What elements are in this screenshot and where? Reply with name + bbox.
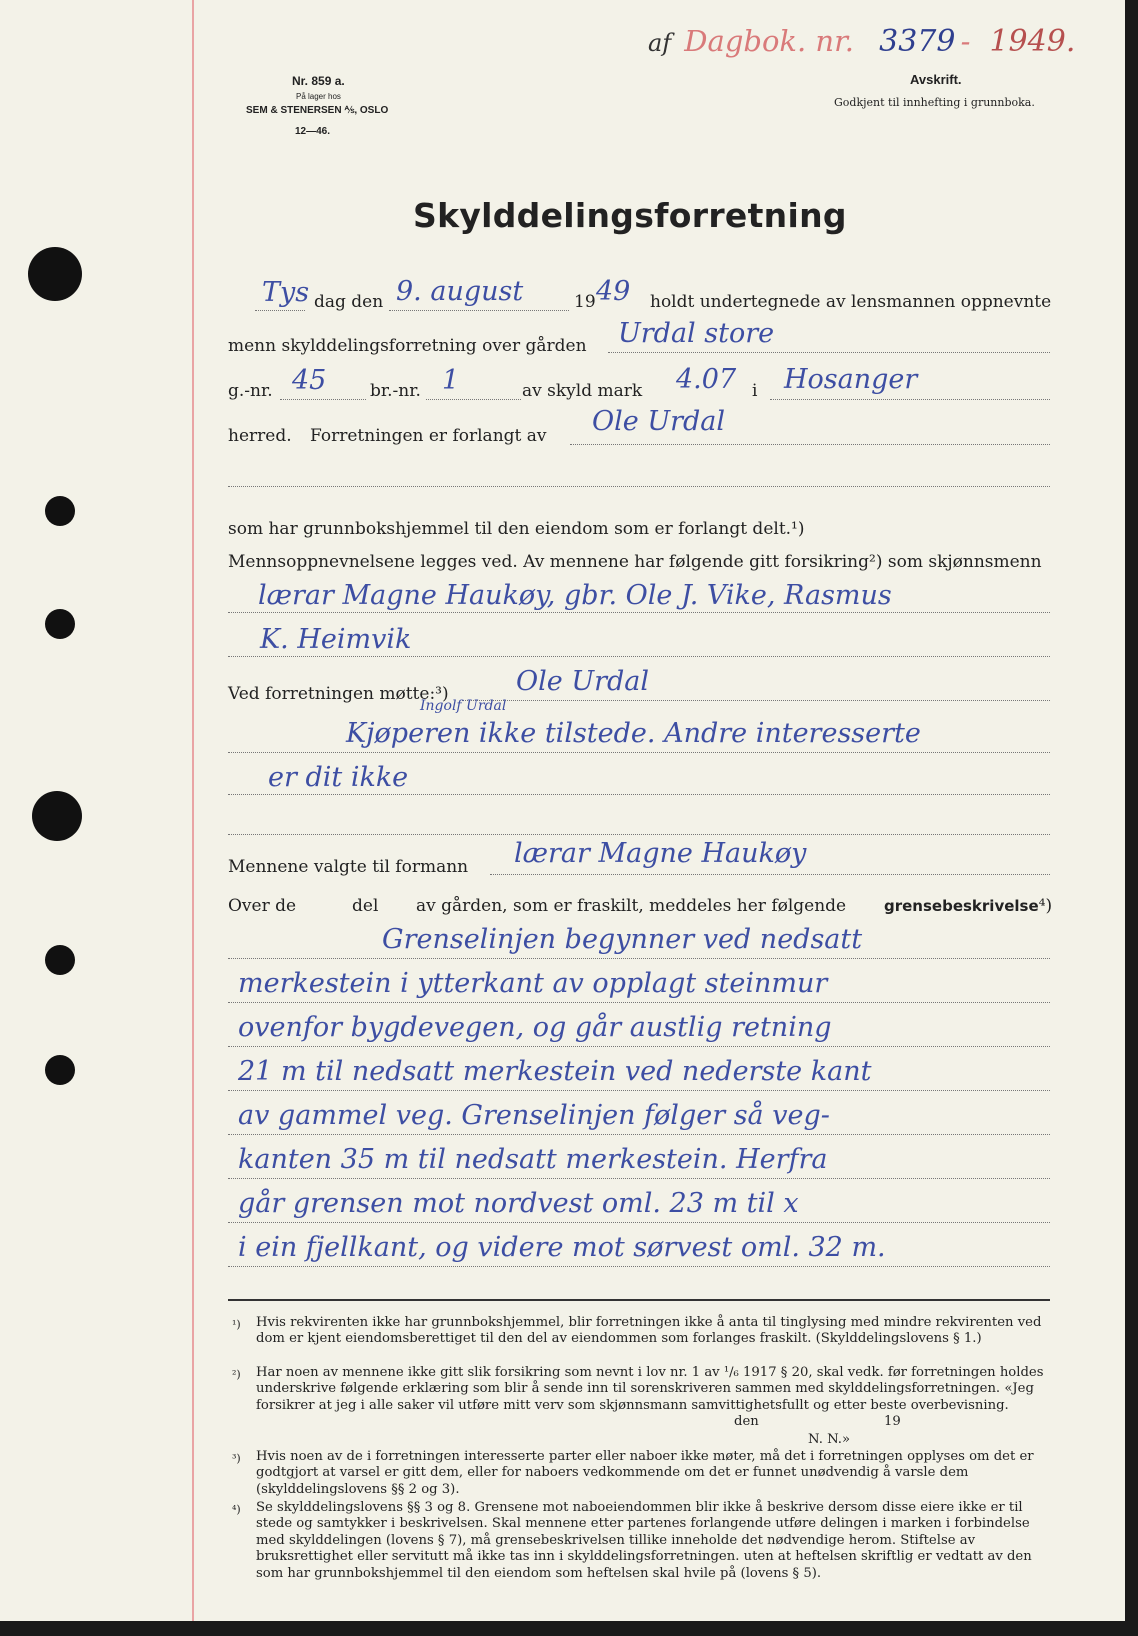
mark-handwritten: 4.07 (676, 364, 737, 395)
fill-line (228, 794, 1050, 795)
label-gnr: g.-nr. (228, 381, 273, 401)
fill-line (570, 444, 1050, 445)
fill-line (228, 1134, 1050, 1135)
brnr-handwritten: 1 (442, 365, 460, 396)
stamp-label: Dagbok. nr. (684, 24, 855, 58)
form-number: Nr. 859 a. (292, 74, 345, 88)
fill-line (280, 399, 366, 400)
label-av-skyld: av skyld mark (522, 381, 643, 401)
present-handwritten-3: er dit ikke (268, 762, 409, 793)
fill-line (228, 1222, 1050, 1223)
label-herred: herred. (228, 426, 292, 446)
men-handwritten-1: lærar Magne Haukøy, gbr. Ole J. Vike, Rasmus (258, 580, 892, 611)
fill-line (228, 834, 1050, 835)
footnote-number: ³) (232, 1452, 241, 1465)
footnote-number: ⁴) (232, 1503, 241, 1516)
stamp-dash: - (960, 24, 971, 58)
farm-handwritten: Urdal store (618, 318, 775, 349)
binder-hole (45, 496, 75, 526)
boundary-line: Grenselinjen begynner ved nedsatt (382, 924, 863, 955)
fill-line (490, 874, 1050, 875)
boundary-line: ovenfor bygdevegen, og går austlig retning (238, 1012, 832, 1043)
present-handwritten-2: Kjøperen ikke tilstede. Andre interesserte (346, 718, 921, 749)
municipality-handwritten: Hosanger (784, 364, 918, 395)
fill-line (228, 1090, 1050, 1091)
binder-hole (45, 609, 75, 639)
footnote-2: Har noen av mennene ikke gitt slik forsikring som nevnt i lov nr. 1 av ¹/₆ 1917 § 20, skal vedk. før forretningen holdes underskrive følgende erklæring som blir å sende inn til sorenskriveren sammen med skylddelingsforretningen. «Jeg forsikrer at jeg i alle saker vil utføre mitt verv som skjønnsmann samvittighetsfullt og etter beste overbevisning. (256, 1365, 1044, 1413)
fill-line (228, 656, 1050, 657)
footnote-2-nn: N. N.» (808, 1432, 851, 1447)
label-del: del (352, 896, 379, 916)
label-som-har: som har grunnbokshjemmel til den eiendom som er forlangt delt.¹) (228, 519, 805, 539)
boundary-line: 21 m til nedsatt merkestein ved nederste kant (238, 1056, 872, 1087)
footnote-2-19: 19 (884, 1414, 901, 1429)
date-handwritten: 9. august (396, 276, 524, 307)
label-mennene: Mennene valgte til formann (228, 857, 469, 877)
footnote-4: Se skylddelingslovens §§ 3 og 8. Grensene mot naboeiendommen blir ikke å beskrive dersom disse eiere ikke er til stede og samtykker i beskrivelsen. Skal mennene etter partenes forlangende utføre delingen i marken i forbindelse med skylddelingen (lovens § 7), må grensebeskrivelsen tillike inneholde det nødvendige herom. Stiftelse av bruksrettighet eller servitutt må ikke tas inn i skylddelingsforretningen. uten at heftelsen skriftlig er vedtatt av den som har grunnbokshjemmel til den eiendom som heftelsen skal hvile på (lovens § 5). (256, 1500, 1032, 1581)
fill-line (228, 1002, 1050, 1003)
present-handwritten: Ole Urdal (516, 666, 650, 697)
publisher-line-3: 12—46. (295, 126, 331, 137)
men-handwritten-2: K. Heimvik (260, 624, 412, 655)
label-i: i (752, 381, 758, 401)
boundary-line: i ein fjellkant, og videre mot sørvest oml. 32 m. (238, 1232, 886, 1263)
boundary-line: går grensen mot nordvest oml. 23 m til x (238, 1188, 799, 1219)
stamp-initials: af (648, 29, 672, 57)
label-over-de: Over de (228, 896, 297, 916)
publisher-line-1: På lager hos (296, 92, 341, 101)
binder-hole (45, 945, 75, 975)
requester-handwritten: Ole Urdal (592, 406, 726, 437)
fill-line (770, 399, 1050, 400)
fill-line (228, 958, 1050, 959)
fill-line (228, 1046, 1050, 1047)
fill-line (462, 700, 1050, 701)
fill-line (426, 399, 521, 400)
fill-line (255, 310, 305, 311)
label-grense-sup: ⁴) (1038, 896, 1053, 916)
year-handwritten: 49 (596, 276, 631, 307)
label-menn: menn skylddelingsforretning over gården (228, 336, 587, 356)
boundary-line: av gammel veg. Grenselinjen følger så veg- (238, 1100, 830, 1131)
fill-line (228, 1266, 1050, 1267)
stamp-number: 3379 (879, 24, 956, 59)
footnote-2-den: den (734, 1414, 759, 1429)
boundary-line: merkestein i ytterkant av opplagt steinmur (238, 968, 828, 999)
label-av-garden: av gården, som er fraskilt, meddeles her følgende (416, 896, 847, 916)
label-ved: Ved forretningen møtte:³) (228, 684, 449, 704)
footnote-number: ¹) (232, 1318, 241, 1331)
copy-note: Godkjent til innhefting i grunnboka. (834, 96, 1035, 109)
label-holdt: holdt undertegnede av lensmannen oppnevnte (650, 292, 1052, 312)
fill-line (228, 752, 1050, 753)
boundary-line: kanten 35 m til nedsatt merkestein. Herfra (238, 1144, 828, 1175)
chair-handwritten: lærar Magne Haukøy (514, 838, 807, 869)
present-insert: Ingolf Urdal (420, 698, 507, 714)
label-grense: grensebeskrivelse (884, 897, 1039, 915)
fill-line (228, 612, 1050, 613)
diary-stamp (648, 24, 1075, 59)
place-handwritten: Tys (262, 277, 310, 308)
footnote-3: Hvis noen av de i forretningen interesserte parter eller naboer ikke møter, må det i forretningen opplyses om det er godtgjort at varsel er gitt dem, eller for naboers vedkommende om det er funnet unødvendig å varsle dem (skylddelingslovens §§ 2 og 3). (256, 1449, 1034, 1497)
fill-line (228, 1178, 1050, 1179)
gnr-handwritten: 45 (292, 365, 327, 396)
label-dag-den: dag den (314, 292, 384, 312)
copy-label: Avskrift. (910, 72, 962, 87)
footnote-1: Hvis rekvirenten ikke har grunnbokshjemmel, blir forretningen ikke å anta til tinglysing med mindre rekvirenten ved dom er kjent eiendomsberettiget til den del av eiendommen som forlanges fraskilt. (Skylddelingslovens § 1.) (256, 1315, 1042, 1347)
binder-hole (45, 1055, 75, 1085)
binder-hole (28, 247, 82, 301)
label-brnr: br.-nr. (370, 381, 421, 401)
label-mennsopp: Mennsoppnevnelsene legges ved. Av mennene har følgende gitt forsikring²) som skjønnsmenn (228, 552, 1042, 572)
label-19: 19 (574, 292, 596, 312)
fill-line (389, 310, 569, 311)
fill-line (608, 352, 1050, 353)
fill-line (228, 486, 1050, 487)
label-grensebeskrivelse (884, 896, 1052, 916)
stamp-year: 1949. (989, 24, 1076, 59)
binder-hole (32, 791, 82, 841)
footnote-rule (228, 1299, 1050, 1301)
publisher-line-2: SEM & STENERSEN ⅍, OSLO (246, 105, 389, 116)
margin-line (192, 0, 194, 1621)
label-forlangt: Forretningen er forlangt av (310, 426, 547, 446)
document-title: Skylddelingsforretning (413, 196, 847, 235)
footnote-number: ²) (232, 1368, 241, 1381)
